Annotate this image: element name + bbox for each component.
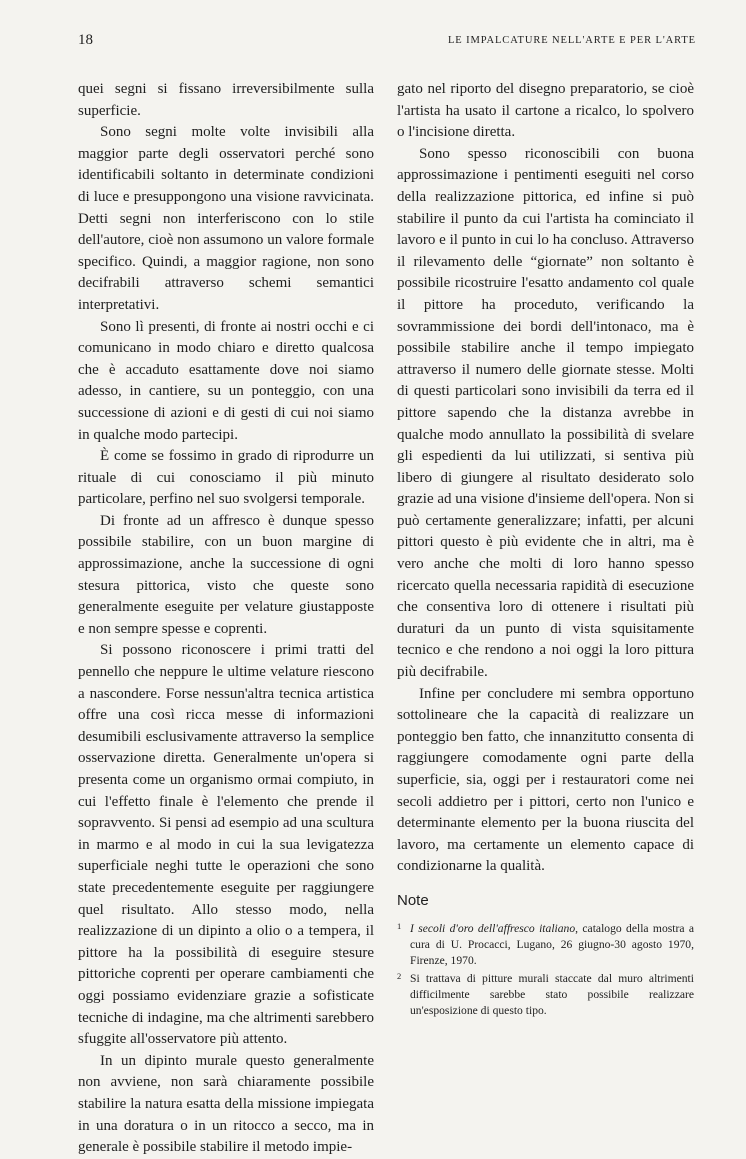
page-number: 18 xyxy=(78,32,93,48)
paragraph: Sono lì presenti, di fronte ai nostri occhi e ci comunicano in modo chiaro e diretto qualcosa che è accaduto esattamente dove noi siamo adesso, in cantiere, su un ponteggio, con una successione di azioni e di gesti di cui noi siamo in qualche modo partecipi. xyxy=(78,318,374,443)
page-header xyxy=(78,32,696,52)
footnote-title: I secoli d'oro dell'affresco italiano xyxy=(410,922,576,935)
paragraph: Di fronte ad un affresco è dunque spesso possibile stabilire, con un buon margine di approssimazione, anche la successione di ogni stesura pittorica, visto che queste sono generalmente eseguite per velature giustapposte e non sempre spesse e coprenti. xyxy=(78,512,374,637)
footnote xyxy=(397,971,694,1018)
paragraph: quei segni si fissano irreversibilmente sulla superficie. xyxy=(78,81,374,119)
notes-heading: Note xyxy=(397,892,429,909)
left-column xyxy=(78,79,374,1159)
footnote-number: 2 xyxy=(397,971,402,982)
footnote-text: , catalogo della mostra a cura di U. Procacci, Lugano, 26 giugno-30 agosto 1970, Firenze, 1970. xyxy=(410,922,694,967)
paragraph: Infine per concludere mi sembra opportuno sottolineare che la capacità di realizzare un ponteggio ben fatto, che innanzitutto consenta di raggiungere comodamente ogni parte della superficie, sia, oggi per i restauratori come nei secoli addietro per i pittori, certo non l'unico e determinante elemento per la buona riuscita del lavoro, ma certamente un elemento capace di condizionarne la qualità. xyxy=(397,685,694,875)
paragraph: Si possono riconoscere i primi tratti del pennello che neppure le ultime velature riescono a nascondere. Forse nessun'altra tecnica artistica offre una così ricca messe di informazioni desumibili esclusivamente attraverso la semplice osservazione diretta. Generalmente un'opera si presenta come un organismo ormai compiuto, in cui l'effetto finale è l'elemento che prende il sopravvento. Si pensi ad esempio ad una scultura in marmo e al modo in cui la sua levigatezza superficiale neghi tutte le operazioni che sono state precedentemente eseguite per raggiungere quel risultato. Allo stesso modo, nella realizzazione di un dipinto a olio o a tempera, il pittore ha la possibilità di eseguire stesure pittoriche coprenti per operare cambiamenti che oggi possiamo evidenziare grazie a sofisticate tecniche di indagine, ma che altrimenti sarebbero sfuggite all'osservatore più attento. xyxy=(78,642,374,1048)
footnote xyxy=(397,921,694,968)
footnote-number: 1 xyxy=(397,921,402,931)
footnote-text: Si trattava di pitture murali staccate dal muro altrimenti difficilmente sarebbe stato possibile realizzare un'esposizione di questo tipo. xyxy=(410,972,694,1017)
notes-section xyxy=(397,892,694,1022)
paragraph: Sono segni molte volte invisibili alla maggior parte degli osservatori perché sono identificabili soltanto in determinate condizioni di luce e presuppongono una visione ravvicinata. Detti segni non interferiscono con lo stile dell'autore, cioè non assumono un valore formale specifico. Quindi, a maggior ragione, non sono decifrabili attraverso schemi semantici interpretativi. xyxy=(78,124,374,313)
paragraph: gato nel riporto del disegno preparatorio, se cioè l'artista ha usato il cartone a ricalco, lo spolvero o l'incisione diretta. xyxy=(397,81,694,141)
paragraph: In un dipinto murale questo generalmente non avviene, non sarà chiaramente possibile stabilire la natura esatta della missione impiegata in una doratura o in un ritocco a secco, ma in generale è possibile stabilire il metodo impie- xyxy=(78,1052,374,1156)
right-column xyxy=(397,79,694,878)
running-title: LE IMPALCATURE NELL'ARTE E PER L'ARTE xyxy=(447,35,696,46)
paragraph: È come se fossimo in grado di riprodurre un rituale di cui conosciamo il più minuto particolare, perfino nel suo svolgersi temporale. xyxy=(78,448,374,508)
paragraph: Sono spesso riconoscibili con buona approssimazione i pentimenti eseguiti nel corso della realizzazione pittorica, ed infine si può stabilire il punto da cui l'artista ha cominciato il lavoro e il punto in cui lo ha concluso. Attraverso il rilevamento delle “giornate” non soltanto è possibile ricostruire l'esatto andamento col quale il pittore ha proceduto, verificando la sovrammissione dei bordi dell'intonaco, ma è possibile stabilire anche il tempo impiegato attraverso il numero delle giornate stesse. Molti di questi particolari sono invisibili da terra ed il pittore sapendo che la distanza avrebbe in qualche modo annullato la possibilità di svelare gli espedienti da lui utilizzati, si sentiva più libero di giungere al risultato desiderato solo grazie ad una visione d'insieme dell'opera. Non si può certamente generalizzare; infatti, per alcuni pittori questo è più evidente che in altri, ma è vero anche che molti di loro hanno spesso ricercato quella necessaria rapidità di esecuzione che consentiva loro di ottenere i risultati più duraturi da un punto di vista squisitamente tecnico e che rendono a noi oggi la loro pittura più decifrabile. xyxy=(397,145,694,681)
